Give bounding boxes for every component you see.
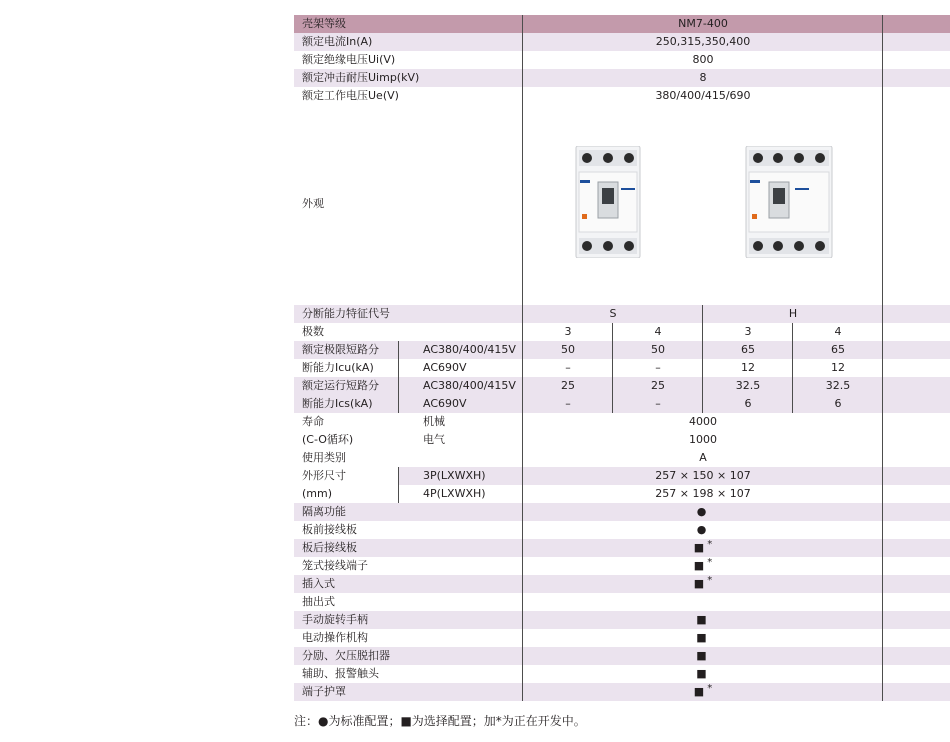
icu-value: 65 — [741, 343, 755, 356]
spec-row — [294, 69, 950, 87]
ics-value: 6 — [834, 397, 842, 410]
life-row — [294, 413, 950, 431]
spec-label: 额定绝缘电压Ui(V) — [302, 53, 396, 66]
circuit-breaker-4p-image — [745, 146, 833, 258]
icu-row — [294, 341, 950, 359]
life-label: (C-O循环) — [302, 433, 354, 446]
appearance-label: 外观 — [302, 197, 324, 210]
feature-row — [294, 665, 950, 683]
column-divider — [882, 15, 883, 701]
feature-mark: ■ — [693, 559, 705, 572]
feature-label: 笼式接线端子 — [302, 559, 368, 572]
feature-label: 插入式 — [302, 577, 335, 590]
ics-value: – — [655, 397, 661, 410]
feature-label: 电动操作机构 — [302, 631, 368, 644]
column-divider — [702, 305, 703, 413]
icu-row — [294, 359, 950, 377]
feature-mark: ■ — [696, 667, 707, 680]
feature-row — [294, 629, 950, 647]
spec-label: 额定电流In(A) — [302, 35, 373, 48]
feature-asterisk: * — [707, 539, 713, 550]
poles-row — [294, 323, 950, 341]
feature-mark: ■ — [696, 613, 707, 626]
ics-voltage: AC380/400/415V — [423, 379, 516, 392]
ics-value: 25 — [561, 379, 575, 392]
column-divider — [792, 323, 793, 413]
spec-value: 800 — [692, 53, 714, 66]
icu-voltage: AC690V — [423, 361, 467, 374]
life-label: 寿命 — [302, 415, 324, 428]
category-row — [294, 449, 950, 467]
spec-value: 250,315,350,400 — [655, 35, 751, 48]
category-label: 使用类别 — [302, 451, 346, 464]
column-divider — [522, 15, 523, 701]
feature-mark: ● — [696, 523, 707, 536]
ics-value: 32.5 — [735, 379, 761, 392]
header-label: 壳架等级 — [302, 17, 346, 30]
poles-value: 4 — [654, 325, 662, 338]
feature-asterisk: * — [707, 557, 713, 568]
feature-row — [294, 593, 950, 611]
feature-row — [294, 503, 950, 521]
icu-value: 65 — [831, 343, 845, 356]
spec-label: 额定工作电压Ue(V) — [302, 89, 399, 102]
ics-value: – — [565, 397, 571, 410]
column-divider — [612, 323, 613, 413]
poles-value: 4 — [834, 325, 842, 338]
column-divider — [398, 467, 399, 503]
feature-label: 板后接线板 — [302, 541, 357, 554]
feature-mark: ■ — [696, 649, 707, 662]
icu-voltage: AC380/400/415V — [423, 343, 516, 356]
dimension-label: (mm) — [302, 487, 333, 500]
feature-label: 板前接线板 — [302, 523, 357, 536]
feature-row — [294, 557, 950, 575]
ics-row — [294, 395, 950, 413]
dimension-type: 3P(LXWXH) — [423, 469, 486, 482]
breaking-code-row — [294, 305, 950, 323]
feature-row — [294, 575, 950, 593]
header-value: NM7-400 — [678, 17, 728, 30]
poles-value: 3 — [744, 325, 752, 338]
spec-row — [294, 87, 950, 105]
feature-label: 辅助、报警触头 — [302, 667, 379, 680]
feature-mark: ■ — [696, 631, 707, 644]
feature-mark: ■ — [693, 685, 705, 698]
ics-value: 25 — [651, 379, 665, 392]
life-type: 电气 — [423, 433, 445, 446]
feature-row — [294, 539, 950, 557]
dimension-row — [294, 467, 950, 485]
feature-asterisk: * — [707, 575, 713, 586]
icu-value: 50 — [651, 343, 665, 356]
feature-label: 抽出式 — [302, 595, 335, 608]
life-value: 4000 — [689, 415, 717, 428]
life-row — [294, 431, 950, 449]
dimension-value: 257 × 150 × 107 — [655, 469, 751, 482]
feature-row — [294, 611, 950, 629]
circuit-breaker-3p-image — [575, 146, 641, 258]
code-s: S — [609, 307, 617, 320]
feature-asterisk: * — [707, 683, 713, 694]
code-h: H — [788, 307, 798, 320]
dimension-type: 4P(LXWXH) — [423, 487, 486, 500]
feature-row — [294, 521, 950, 539]
dimension-value: 257 × 198 × 107 — [655, 487, 751, 500]
breaking-code-label: 分断能力特征代号 — [302, 307, 390, 320]
ics-label: 断能力Ics(kA) — [302, 397, 373, 410]
feature-label: 隔离功能 — [302, 505, 346, 518]
category-value: A — [699, 451, 707, 464]
icu-value: 12 — [831, 361, 845, 374]
ics-row — [294, 377, 950, 395]
header-row — [294, 15, 950, 33]
spec-label: 额定冲击耐压Uimp(kV) — [302, 71, 420, 84]
life-value: 1000 — [689, 433, 717, 446]
dimension-row — [294, 485, 950, 503]
feature-mark: ● — [696, 505, 707, 518]
icu-value: 50 — [561, 343, 575, 356]
column-divider — [398, 341, 399, 413]
icu-label: 额定极限短路分 — [302, 343, 379, 356]
icu-label: 断能力Icu(kA) — [302, 361, 374, 374]
icu-value: – — [655, 361, 661, 374]
ics-value: 32.5 — [825, 379, 851, 392]
appearance-row — [294, 105, 950, 305]
feature-label: 手动旋转手柄 — [302, 613, 368, 626]
poles-label: 极数 — [302, 325, 324, 338]
feature-label: 端子护罩 — [302, 685, 346, 698]
dimension-label: 外形尺寸 — [302, 469, 346, 482]
ics-voltage: AC690V — [423, 397, 467, 410]
feature-label: 分励、欠压脱扣器 — [302, 649, 390, 662]
feature-row — [294, 683, 950, 701]
spec-value: 380/400/415/690 — [655, 89, 751, 102]
feature-row — [294, 647, 950, 665]
feature-mark: ■ — [693, 541, 705, 554]
spec-row — [294, 33, 950, 51]
footnote: 注：●为标准配置；■为选择配置；加*为正在开发中。 — [294, 714, 586, 728]
spec-value: 8 — [699, 71, 707, 84]
ics-label: 额定运行短路分 — [302, 379, 379, 392]
icu-value: 12 — [741, 361, 755, 374]
ics-value: 6 — [744, 397, 752, 410]
life-type: 机械 — [423, 415, 445, 428]
poles-value: 3 — [564, 325, 572, 338]
icu-value: – — [565, 361, 571, 374]
feature-mark: ■ — [693, 577, 705, 590]
spec-row — [294, 51, 950, 69]
